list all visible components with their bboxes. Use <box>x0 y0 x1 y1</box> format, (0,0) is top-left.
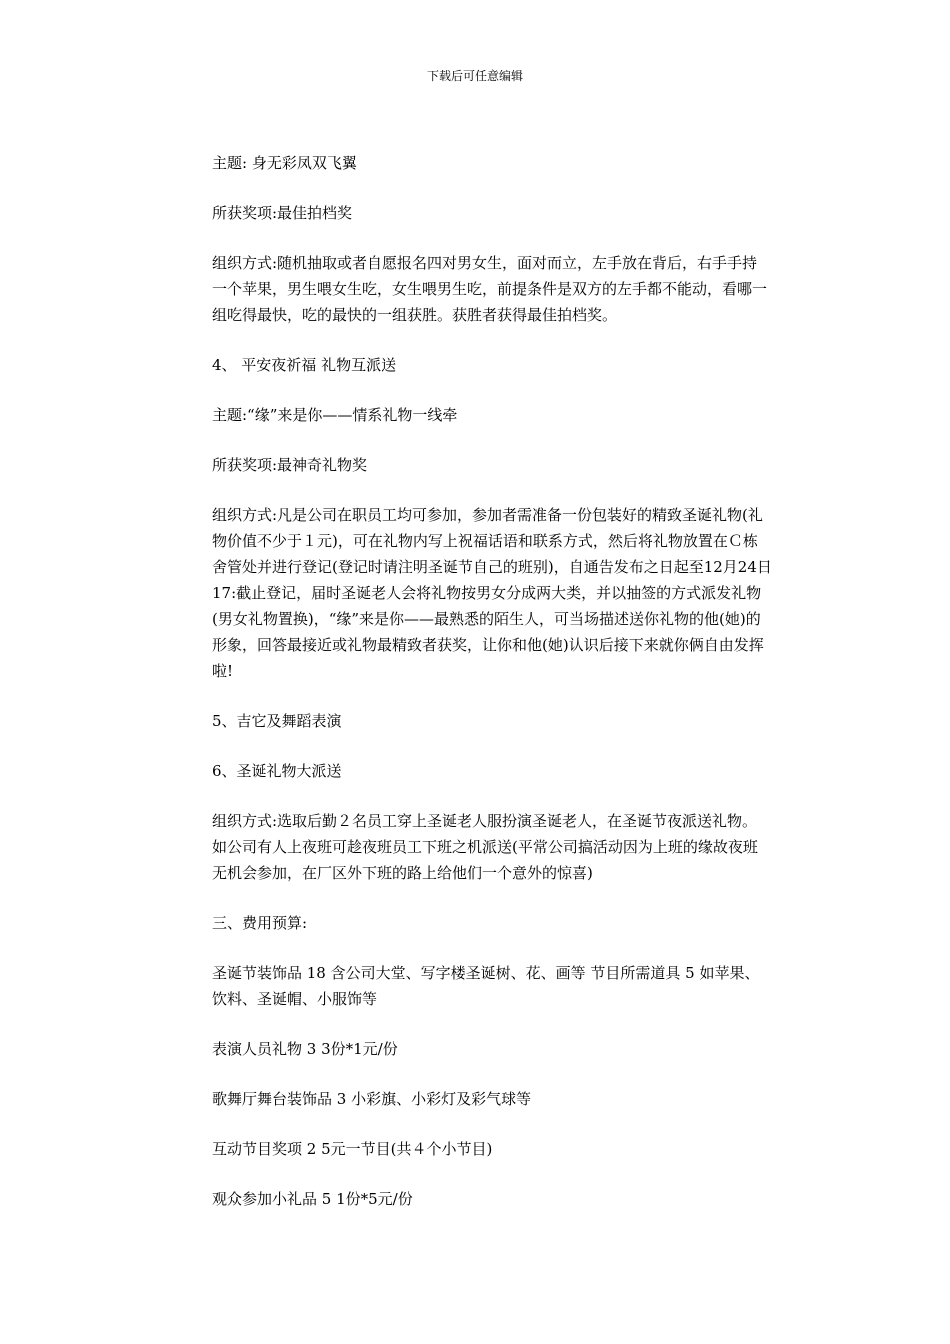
section-heading-6: 6、圣诞礼物大派送 <box>212 762 342 780</box>
organization-paragraph-2: 组织方式:凡是公司在职员工均可参加，参加者需准备一份包装好的精致圣诞礼物(礼物价值不少于１元)，可在礼物内写上祝福话语和联系方式，然后将礼物放置在Ｃ栋舍管处并进行登记(登记时请注明圣诞节自己的班别)，自通告发布之日起至12月24日17:截止登记，届时圣诞老人会将礼物按男女分成两大类，并以抽签的方式派发礼物(男女礼物置换)，“缘”来是你——最熟悉的陌生人，可当场描述送你礼物的他(她)的形象，回答最接近或礼物最精致者获奖，让你和他(她)认识后接下来就你俩自由发挥啦! <box>212 506 772 680</box>
budget-item-performer-gifts: 表演人员礼物 3 3份*1元/份 <box>212 1040 398 1058</box>
award-line-2: 所获奖项:最神奇礼物奖 <box>212 456 368 474</box>
budget-heading: 三、费用预算: <box>212 914 308 932</box>
budget-item-stage-decorations: 歌舞厅舞台装饰品 3 小彩旗、小彩灯及彩气球等 <box>212 1090 532 1108</box>
page-header: 下载后可任意编辑 <box>426 69 523 83</box>
organization-paragraph-3: 组织方式:选取后勤２名员工穿上圣诞老人服扮演圣诞老人，在圣诞节夜派送礼物。如公司有人上夜班可趁夜班员工下班之机派送(平常公司搞活动因为上班的缘故夜班无机会参加，在厂区外下班的路上给他们一个意外的惊喜) <box>212 812 758 882</box>
theme-line-1: 主题: 身无彩凤双飞翼 <box>212 154 357 172</box>
document-body <box>212 150 772 1236</box>
theme-line-2: 主题:“缘”来是你——情系礼物一线牵 <box>212 406 458 424</box>
organization-paragraph-1: 组织方式:随机抽取或者自愿报名四对男女生，面对而立，左手放在背后，右手手持一个苹果，男生喂女生吃，女生喂男生吃，前提条件是双方的左手都不能动，看哪一组吃得最快，吃的最快的一组获胜。获胜者获得最佳拍档奖。 <box>212 254 768 324</box>
budget-item-interactive-awards: 互动节目奖项 2 5元一节目(共４个小节目) <box>212 1140 493 1158</box>
section-heading-5: 5、吉它及舞蹈表演 <box>212 712 342 730</box>
award-line-1: 所获奖项:最佳拍档奖 <box>212 204 353 222</box>
budget-item-decorations: 圣诞节装饰品 18 含公司大堂、写字楼圣诞树、花、画等 节目所需道具 5 如苹果、饮料、圣诞帽、小服饰等 <box>212 964 760 1008</box>
budget-item-audience-gifts: 观众参加小礼品 5 1份*5元/份 <box>212 1190 413 1208</box>
section-heading-4: 4、 平安夜祈福 礼物互派送 <box>212 356 397 374</box>
